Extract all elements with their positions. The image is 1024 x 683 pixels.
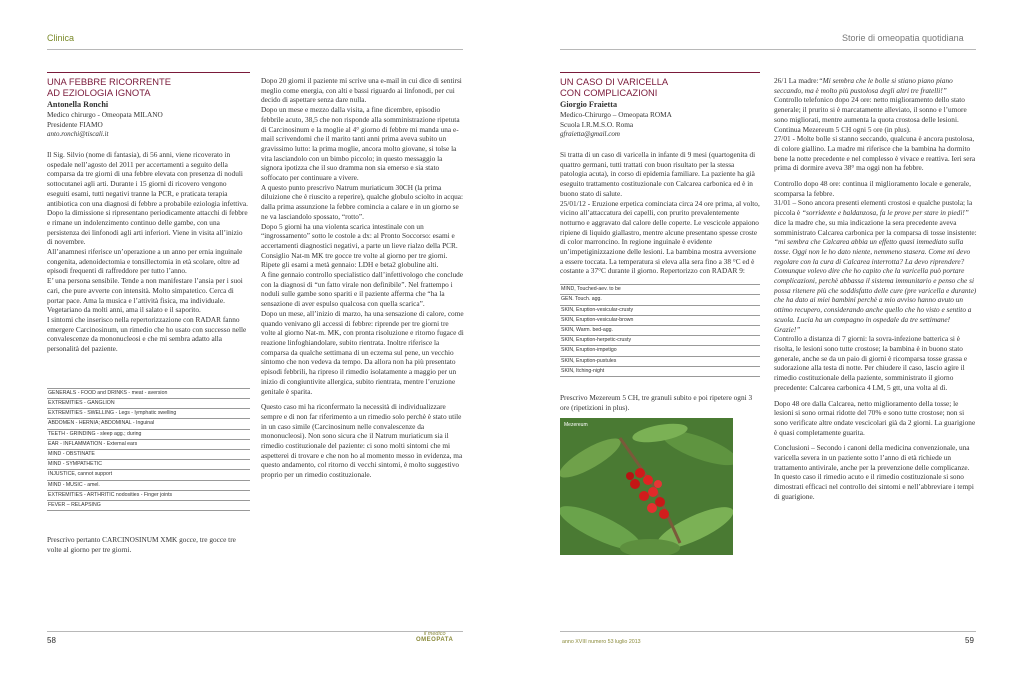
body-text: dice la madre che, su mia indicazione la sera precedente aveva somministrato Calcarea carbonica per la comparsa di tosse insistente: bbox=[774, 217, 977, 237]
body-paragraph: Il Sig. Silvio (nome di fantasia), di 56 anni, viene ricoverato in ospedale nell’agosto del 2011 per accertamenti a seguito della comparsa da tre giorni di una febbre elevata con presenza di noduli sottocutanei agli arti. Durante i 15 giorni di ricovero vengono eseguiti esami, tutti negativi tranne la PCR, e praticata terapia antibiotica con una diagnosi di febbre a probabile eziologia infettiva. bbox=[47, 150, 248, 208]
table-row bbox=[47, 419, 250, 429]
title-line-2: CON COMPLICAZIONI bbox=[560, 87, 658, 98]
rubric-cell: EXTREMITIES - SWELLING - Legs - lymphatic swelling bbox=[47, 409, 250, 419]
date-lead: 26/1 La madre: bbox=[774, 76, 819, 85]
body-paragraph: E’ una persona sensibile. Tende a non manifestare l’ansia per i suoi cari, che pure avverte con intensità. Molto simpatetico. Cerca di portar pace. Ama la musica e l’attività fisica, ma individuale. Vegetariano da molti anni, ama il salato e il saporito. bbox=[47, 276, 243, 315]
body-paragraph: Controllo a distanza di 7 giorni: la sovra-infezione batterica si è risolta, le lesioni sono tutte crostose; la bambina è in buono stato generale, anche se da un paio di giorni è ricomparsa tosse grassa e sudorazione alla testa di notte. Per chiudere il caso, lascio agire il rimedio costituzionale della paziente, somministrato il giorno precedente: Calcarea carbonica 4 LM, 5 gtt, una volta al dì. bbox=[774, 334, 968, 392]
rubric-cell: FEVER – RELAPSING bbox=[47, 501, 250, 511]
footer-rule-left bbox=[47, 631, 463, 632]
body-paragraph bbox=[774, 266, 977, 334]
issue-line: anno XVIII numero 53 luglio 2013 bbox=[562, 639, 641, 645]
table-row bbox=[47, 470, 250, 480]
table-row bbox=[47, 460, 250, 470]
body-paragraph: Controllo dopo 48 ore: continua il miglioramento locale e generale, scomparsa la febbre. bbox=[774, 179, 971, 198]
body-paragraph bbox=[774, 76, 977, 95]
page-number-right: 59 bbox=[965, 636, 974, 645]
article-title-right bbox=[560, 72, 760, 98]
body-paragraph: Dopo 48 ore dalla Calcarea, netto miglioramento della tosse; le lesioni si sono ormai ridotte del 70% e sono tutte crostose; non si sono verificate altre ondate vescicolari già da 2 giorni. La guarigione è quasi completamente guarita. bbox=[774, 398, 976, 437]
table-row bbox=[560, 305, 760, 315]
rubric-cell: GENERALS - FOOD and DRINKS - meat - aversion bbox=[47, 388, 250, 398]
table-row bbox=[560, 315, 760, 325]
table-row bbox=[560, 325, 760, 335]
body-paragraph: Si tratta di un caso di varicella in infante di 9 mesi (quartogenita di quattro germani, tutti trattati con buon risultato per la stessa patologia acuta), in corso di epidemia familiare. La paziente ha già eseguito trattamento costituzionale con Calcarea carbonica ed è in buono stato di salute. bbox=[560, 150, 756, 198]
rubric-cell: MIND - OBSTINATE bbox=[47, 449, 250, 459]
table-row bbox=[560, 356, 760, 366]
running-head-left: Clinica bbox=[47, 33, 75, 43]
mother-quote: “Mi sembra che le bolle si stiano piano piano seccando, ma è molto più pustolosa degli altri tre fratelli!” bbox=[774, 76, 953, 95]
table-row bbox=[560, 366, 760, 376]
author-name: Giorgio Fraietta bbox=[560, 100, 618, 109]
title-line-1: UN CASO DI VARICELLA bbox=[560, 76, 669, 87]
table-row bbox=[47, 490, 250, 500]
table-row bbox=[47, 501, 250, 511]
repertorization-table-left bbox=[47, 388, 250, 511]
body-paragraph: I sintomi che inserisco nella repertorizzazione con RADAR fanno emergere Carcinosinum, un rimedio che ho usato con successo nelle convalescenze da mononucleosi e che mi sembra adatto alla personalità del paziente. bbox=[47, 314, 247, 354]
mezereum-plant-image bbox=[560, 418, 733, 555]
author-affiliation-2: Presidente FIAMO bbox=[47, 119, 103, 129]
running-head-right: Storie di omeopatia quotidiana bbox=[842, 33, 964, 43]
body-paragraph: Dopo un mese e mezzo dalla visita, a fine dicembre, episodio febbrile acuto, 38,5 che non risponde alla somministrazione ripetuta di Carcinosinum e la moglie al 4° giorno di febbre mi manda una e-mail scrivendomi che il marito tanti anni prima aveva subito un gravissimo lutto: la prima moglie, ancora molto giovane, si tolse la vita lasciandolo con un bimbo piccolo; in questo messaggio la signora ipotizza che il suo dramma non sia emerso e sia stato soffocato per continuare a vivere. bbox=[261, 105, 460, 183]
table-row bbox=[47, 429, 250, 439]
right-column-2 bbox=[774, 76, 977, 502]
table-row bbox=[47, 449, 250, 459]
author-affiliation-1: Medico chirurgo - Omeopata MILANO bbox=[47, 110, 163, 119]
table-row bbox=[560, 295, 760, 305]
body-paragraph: 25/01/12 - Eruzione erpetica cominciata circa 24 ore prima, al volto, vicino all’attaccatura dei capelli, con prurito prevalentemente notturno e aggravato dal calore delle coperte. Le vescicole appaiono ripiene di liquido giallastro, mentre alcune presentano spesse croste di color marroncino. In regione inguinale è evidente un’impetiginizzazione delle lesioni. La bambina mostra avversione a essere toccata. La temperatura si eleva alla sera fino a 38 °C ed è costante a 37°C durante il giorno. Repertorizzo con RADAR 9: bbox=[560, 198, 760, 276]
table-row bbox=[560, 336, 760, 346]
logo-line-2: OMEOPATA bbox=[416, 637, 454, 643]
rubric-cell: EAR - INFLAMMATION - External ears bbox=[47, 439, 250, 449]
rubric-cell: SKIN, Eruption-vesicular-crusty bbox=[560, 305, 760, 315]
conclusion-paragraph: Conclusioni – Secondo i canoni della medicina convenzionale, una varicella severa in un paziente sotto l’anno di età richiede un trattamento antivirale, anche per la prevenzione delle complicanze. In questo caso il rimedio acuto e il rimedio costituzionale si sono dimostrati efficaci nel controllo dei sintomi e nell’abbreviare i tempi di guarigione. bbox=[774, 443, 974, 501]
title-line-1: UNA FEBBRE RICORRENTE bbox=[47, 76, 171, 87]
rubric-cell: SKIN, Eruption-vesicular-brown bbox=[560, 315, 760, 325]
rubric-cell: MIND - SYMPATHETIC bbox=[47, 460, 250, 470]
rubric-cell: SKIN, Eruption-pustules bbox=[560, 356, 760, 366]
repertorization-table-right bbox=[560, 284, 760, 377]
title-line-2: AD EZIOLOGIA IGNOTA bbox=[47, 87, 151, 98]
table-row bbox=[47, 388, 250, 398]
right-column-1 bbox=[560, 72, 760, 555]
body-paragraph: A fine gennaio controllo specialistico dall’infettivologo che conclude con la diagnosi di “un fatto virale non definibile”. Nel frattempo i noduli sulle gambe sono spariti e il paziente afferma che “ha la sensazione di aver espulso qualcosa con quella scarica”. bbox=[261, 270, 464, 309]
article-title-left bbox=[47, 72, 250, 98]
header-rule-left bbox=[47, 49, 463, 50]
prescription-paragraph: Prescrivo Mezereum 5 CH, tre granuli subito e poi ripetere ogni 3 ore (ripetizioni in plus). bbox=[560, 392, 753, 412]
author-affiliation-1: Medico-Chirurgo – Omeopata ROMA bbox=[560, 110, 672, 119]
mezereum-photo bbox=[560, 418, 733, 555]
rubric-cell: INJUSTICE, cannot support bbox=[47, 470, 250, 480]
rubric-cell: TEETH - GRINDING - sleep agg.; during bbox=[47, 429, 250, 439]
mother-quote: “mi sembra che Calcarea abbia un effetto quasi immediato sulla tosse. Oggi non le ho dato niente, nemmeno stasera. Come mi devo regolare con la cura di Calcarea interrotta? La devo riprendere? bbox=[774, 237, 971, 266]
table-row bbox=[47, 409, 250, 419]
photo-caption: Mezereum bbox=[564, 422, 588, 429]
body-paragraph: Dopo la dimissione si ripresentano periodicamente attacchi di febbre e rimane un indolenzimento continuo delle gambe, con una persistenza dei linfonodi agli arti inferiori. Viene in visita all’inizio di novembre. bbox=[47, 208, 248, 247]
table-row bbox=[47, 439, 250, 449]
date-lead: 31/01 – Sono ancora presenti elementi crostosi e qualche pustola; la piccola è bbox=[774, 198, 973, 218]
page-number-left: 58 bbox=[47, 636, 56, 645]
body-paragraph: Dopo 5 giorni ha una violenta scarica intestinale con un “ingrossamento” sotto le costole a dx: al Pronto Soccorso: esami e accertamenti diagnostici negativi, a parte un lieve rialzo della PCR. bbox=[261, 221, 458, 250]
body-paragraph: 27/01 - Molte bolle si stanno seccando, qualcuna è ancora pustolosa, di colore giallino. La madre mi riferisce che la bambina ha dormito bene la notte precedente e nel complesso è vivace e reattiva. Ieri sera prima di dormire aveva 38° ma oggi non ha febbre. bbox=[774, 134, 976, 173]
footer-rule-right bbox=[560, 631, 976, 632]
body-paragraph: Dopo un mese, all’inizio di marzo, ha una sensazione di calore, come quando venivano gli accessi di febbre: riprende per tre giorni tre volte al giorno Nat-m. MK, con pronta risoluzione e ritorno fugace di reazione linfoghiandolare, subito rientrata. Inoltre riferisce la comparsa da qualche settimana di un eczema sul pene, un vecchio sintomo che non vedeva da tempo. Da allora non ha più presentato episodi febbrili, ha ripreso il rimedio isolatamente a maggio per un inizio di congiuntivite allergica, subito rientrata, mentre l’eruzione genitale è sparita. bbox=[261, 308, 464, 396]
body-paragraph: Controllo telefonico dopo 24 ore: netto miglioramento dello stato generale; il prurito si è marcatamente alleviato, il sonno e l’umore sono migliorati, mentre aumenta la quota crostosa delle lesioni. Continua Mezereum 5 CH ogni 5 ore (in plus). bbox=[774, 95, 967, 134]
left-column-1 bbox=[47, 72, 250, 555]
rubric-cell: SKIN, Itching-night bbox=[560, 366, 760, 376]
author-email: gfraietta@gmail.com bbox=[560, 130, 620, 138]
body-paragraph: Questo caso mi ha riconfermato la necessità di individualizzare sempre e di non far riferimento a un rimedio solo perchè è stato utile in un caso simile (Carcinosinum nelle convalescenze da mononucleosi). Non sono sicura che il Natrum muriaticum sia il rimedio costituzionale del paziente: ci sono molti sintomi che mi aspetterei di trovare e che non ho al momento messo in evidenza, ma questo andamento, col ritorno di vecchi sintomi, è molto suggestivo proprio per un rimedio costituzionale. bbox=[261, 402, 463, 480]
prescription-paragraph: Prescrivo pertanto CARCINOSINUM XMK gocce, tre gocce tre volte al giorno per tre giorni. bbox=[47, 535, 236, 554]
rubric-cell: MIND - MUSIC - amel. bbox=[47, 480, 250, 490]
header-rule-right bbox=[560, 49, 976, 50]
table-row bbox=[47, 480, 250, 490]
mother-quote: “sorridente e baldanzosa, fa le prove per stare in piedi!” bbox=[801, 208, 969, 218]
table-row bbox=[47, 398, 250, 408]
table-row bbox=[560, 346, 760, 356]
rubric-cell: EXTREMITIES - ARTHRITIC nodosities - Finger joints bbox=[47, 490, 250, 500]
rubric-cell: MIND, Touched-aev. to be bbox=[560, 285, 760, 295]
body-paragraph: Consiglio Nat-m MK tre gocce tre volte al giorno per tre giorni. bbox=[261, 250, 448, 260]
rubric-cell: SKIN, Warm. bed-agg. bbox=[560, 325, 760, 335]
body-paragraph: Ripete gli esami a metà gennaio: LDH e beta2 globuline alti. bbox=[261, 260, 439, 270]
body-paragraph: A questo punto prescrivo Natrum muriaticum 30CH (la prima diluizione che è riuscito a reperire), qualche globulo sciolto in acqua: dalla prima assunzione la febbre comincia a calare e in un giorno se ne va lasciandolo spossato, “rotto”. bbox=[261, 182, 464, 221]
body-paragraph bbox=[774, 198, 977, 266]
rubric-cell: GEN. Touch. agg. bbox=[560, 295, 760, 305]
author-affiliation-2: Scuola I.R.M.S.O. Roma bbox=[560, 119, 634, 129]
left-column-2 bbox=[261, 76, 464, 480]
right-page bbox=[512, 0, 1024, 683]
rubric-cell: ABDOMEN - HERNIA; ABDOMINAL - Inguinal bbox=[47, 419, 250, 429]
author-name: Antonella Ronchi bbox=[47, 100, 109, 109]
body-paragraph: All’anamnesi riferisce un’operazione a un anno per ernia inguinale congenita, adenoidectomia e tonsillectomia in età scolare, oltre ad episodi frequenti di raffreddore per tutto l’anno. bbox=[47, 247, 243, 276]
body-paragraph: Dopo 20 giorni il paziente mi scrive una e-mail in cui dice di sentirsi meglio come energia, con alti e bassi riguardo ai linfonodi, per cui decido di aspettare senza dare nulla. bbox=[261, 76, 462, 105]
journal-logo bbox=[416, 631, 453, 644]
table-row bbox=[560, 285, 760, 295]
logo-line-1: il medico bbox=[423, 631, 446, 637]
mother-quote: Comunque volevo dire che ho capito che la varicella può portare complicazioni, perchè abbassa il sistema immunitario e penso che si possa ritenere più che soddisfatto delle cure (pre varicella e durante) che ha dato ai miei bambini perchè a mio avviso hanno avuto un ottimo recupero, considerando anche quello che ho visto e sentito a scuola. Lucia ha un compagno in ospedale da tre settimane! Grazie!” bbox=[774, 266, 977, 334]
author-email: anto.ronchi@tiscali.it bbox=[47, 130, 109, 138]
rubric-cell: EXTREMITIES - GANGLION bbox=[47, 398, 250, 408]
rubric-cell: SKIN, Eruption-herpetic-crusty bbox=[560, 336, 760, 346]
rubric-cell: SKIN, Eruption-impetigo bbox=[560, 346, 760, 356]
